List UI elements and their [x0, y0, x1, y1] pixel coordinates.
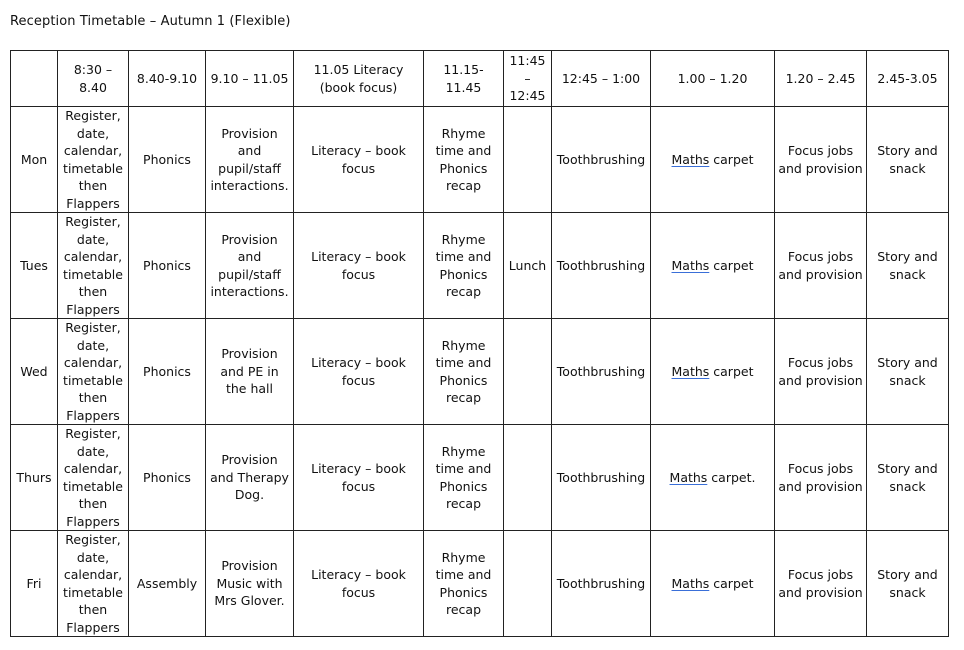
- header-cell-time: 1.00 – 1.20: [651, 51, 775, 107]
- phonics-cell: Phonics: [129, 213, 206, 319]
- story-cell: Story and snack: [867, 107, 949, 213]
- provision-cell: Provision and PE in the hall: [206, 319, 294, 425]
- maths-word: Maths: [669, 469, 708, 485]
- phonics-cell: Phonics: [129, 107, 206, 213]
- maths-word: Maths: [671, 363, 710, 379]
- header-cell-time: 8.40-9.10: [129, 51, 206, 107]
- story-cell: Story and snack: [867, 319, 949, 425]
- literacy-cell: Literacy – book focus: [294, 319, 424, 425]
- focus-cell: Focus jobs and provision: [775, 531, 867, 637]
- rhyme-cell: Rhyme time and Phonics recap: [424, 319, 504, 425]
- maths-cell: [651, 107, 775, 213]
- literacy-cell: Literacy – book focus: [294, 425, 424, 531]
- header-cell-time: 11.15-11.45: [424, 51, 504, 107]
- focus-cell: Focus jobs and provision: [775, 425, 867, 531]
- maths-cell: [651, 213, 775, 319]
- header-cell-time: 12:45 – 1:00: [552, 51, 651, 107]
- lunch-cell: [504, 425, 552, 531]
- maths-word: Maths: [671, 575, 710, 591]
- document-title: Reception Timetable – Autumn 1 (Flexible): [10, 14, 291, 29]
- register-cell: Register, date, calendar, timetable then Flappers: [58, 107, 129, 213]
- phonics-cell: Phonics: [129, 425, 206, 531]
- maths-rest: carpet: [709, 363, 754, 379]
- story-cell: Story and snack: [867, 531, 949, 637]
- register-cell: Register, date, calendar, timetable then Flappers: [58, 531, 129, 637]
- maths-rest: carpet: [709, 575, 754, 591]
- register-cell: Register, date, calendar, timetable then Flappers: [58, 213, 129, 319]
- maths-cell: [651, 425, 775, 531]
- rhyme-cell: Rhyme time and Phonics recap: [424, 425, 504, 531]
- header-cell-time: 11:45 – 12:45: [504, 51, 552, 107]
- maths-word: Maths: [671, 257, 710, 273]
- assembly-cell: Assembly: [129, 531, 206, 637]
- maths-cell: [651, 319, 775, 425]
- register-cell: Register, date, calendar, timetable then Flappers: [58, 319, 129, 425]
- provision-cell: Provision and pupil/staff interactions.: [206, 107, 294, 213]
- phonics-cell: Phonics: [129, 319, 206, 425]
- toothbrushing-cell: Toothbrushing: [552, 425, 651, 531]
- table-row: [11, 319, 949, 425]
- toothbrushing-cell: Toothbrushing: [552, 107, 651, 213]
- header-cell-time: 2.45-3.05: [867, 51, 949, 107]
- provision-cell: Provision Music with Mrs Glover.: [206, 531, 294, 637]
- lunch-cell: Lunch: [504, 213, 552, 319]
- lunch-cell: [504, 319, 552, 425]
- focus-cell: Focus jobs and provision: [775, 213, 867, 319]
- maths-rest: carpet.: [707, 469, 756, 485]
- header-cell-time: 8:30 – 8.40: [58, 51, 129, 107]
- table-row: [11, 107, 949, 213]
- provision-cell: Provision and pupil/staff interactions.: [206, 213, 294, 319]
- header-cell-time: 11.05 Literacy (book focus): [294, 51, 424, 107]
- header-cell-corner: [11, 51, 58, 107]
- maths-rest: carpet: [709, 257, 754, 273]
- day-label: Tues: [11, 213, 58, 319]
- literacy-cell: Literacy – book focus: [294, 531, 424, 637]
- rhyme-cell: Rhyme time and Phonics recap: [424, 531, 504, 637]
- day-label: Mon: [11, 107, 58, 213]
- toothbrushing-cell: Toothbrushing: [552, 213, 651, 319]
- register-cell: Register, date, calendar, timetable then Flappers: [58, 425, 129, 531]
- rhyme-cell: Rhyme time and Phonics recap: [424, 213, 504, 319]
- day-label: Fri: [11, 531, 58, 637]
- provision-cell: Provision and Therapy Dog.: [206, 425, 294, 531]
- maths-word: Maths: [671, 151, 710, 167]
- focus-cell: Focus jobs and provision: [775, 319, 867, 425]
- table-row: [11, 531, 949, 637]
- table-row: [11, 213, 949, 319]
- lunch-cell: [504, 107, 552, 213]
- maths-rest: carpet: [709, 151, 754, 167]
- day-label: Thurs: [11, 425, 58, 531]
- literacy-cell: Literacy – book focus: [294, 213, 424, 319]
- timetable: [10, 50, 949, 637]
- maths-cell: [651, 531, 775, 637]
- day-label: Wed: [11, 319, 58, 425]
- toothbrushing-cell: Toothbrushing: [552, 319, 651, 425]
- story-cell: Story and snack: [867, 425, 949, 531]
- story-cell: Story and snack: [867, 213, 949, 319]
- header-cell-time: 1.20 – 2.45: [775, 51, 867, 107]
- header-row: [11, 51, 949, 107]
- focus-cell: Focus jobs and provision: [775, 107, 867, 213]
- lunch-cell: [504, 531, 552, 637]
- table-row: [11, 425, 949, 531]
- rhyme-cell: Rhyme time and Phonics recap: [424, 107, 504, 213]
- toothbrushing-cell: Toothbrushing: [552, 531, 651, 637]
- literacy-cell: Literacy – book focus: [294, 107, 424, 213]
- header-cell-time: 9.10 – 11.05: [206, 51, 294, 107]
